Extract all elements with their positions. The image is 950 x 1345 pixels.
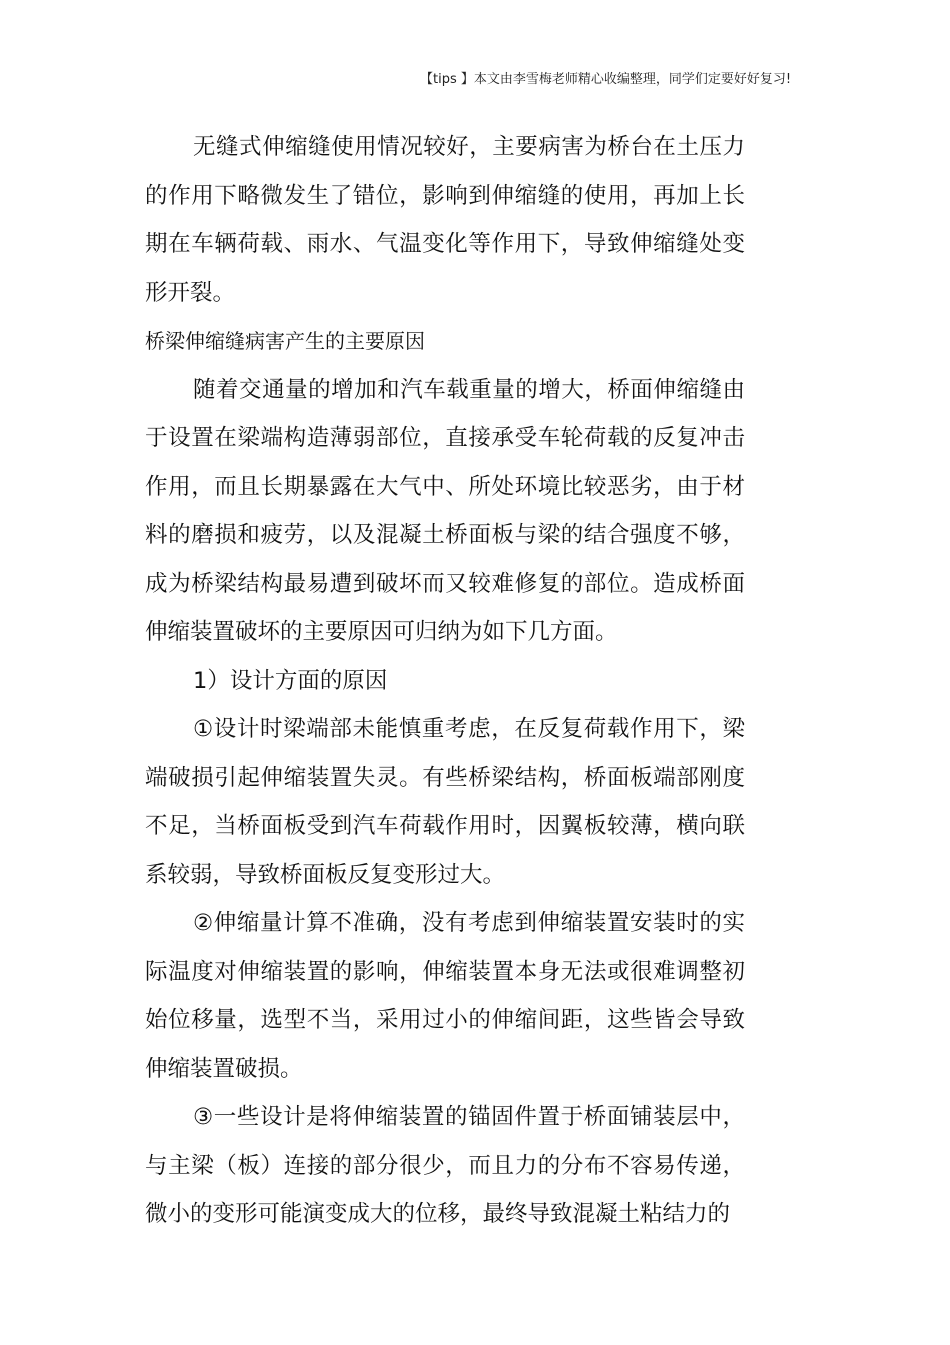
document-body (145, 123, 745, 1239)
paragraph-reason-1: ①设计时梁端部未能慎重考虑，在反复荷载作用下，梁端破损引起伸缩装置失灵。有些桥梁结构，桥面板端部刚度不足，当桥面板受到汽车荷载作用时，因翼板较薄，横向联系较弱，导致桥面板反复变形过大。 (145, 716, 745, 888)
subheading-design-reasons: 1）设计方面的原因 (193, 667, 388, 694)
paragraph-reason-3: ③一些设计是将伸缩装置的锚固件置于桥面铺装层中，与主梁（板）连接的部分很少，而且力的分布不容易传递，微小的变形可能演变成大的位移，最终导致混凝土粘结力的 (145, 1104, 745, 1227)
paragraph-reason-2: ②伸缩量计算不准确，没有考虑到伸缩装置安装时的实际温度对伸缩装置的影响，伸缩装置本身无法或很难调整初始位移量，选型不当，采用过小的伸缩间距，这些皆会导致伸缩装置破损。 (145, 910, 745, 1082)
header-tips-note: 【tips 】本文由李雪梅老师精心收编整理，同学们定要好好复习! (420, 72, 792, 87)
paragraph-seamless-joint: 无缝式伸缩缝使用情况较好，主要病害为桥台在土压力的作用下略微发生了错位，影响到伸缩缝的使用，再加上长期在车辆荷载、雨水、气温变化等作用下，导致伸缩缝处变形开裂。 (145, 134, 745, 306)
paragraph-causes-intro: 随着交通量的增加和汽车载重量的增大，桥面伸缩缝由于设置在梁端构造薄弱部位，直接承受车轮荷载的反复冲击作用，而且长期暴露在大气中、所处环境比较恶劣，由于材料的磨损和疲劳，以及混凝土桥面板与梁的结合强度不够，成为桥梁结构最易遭到破坏而又较难修复的部位。造成桥面伸缩装置破坏的主要原因可归纳为如下几方面。 (145, 376, 745, 645)
section-heading-causes: 桥梁伸缩缝病害产生的主要原因 (145, 329, 425, 353)
